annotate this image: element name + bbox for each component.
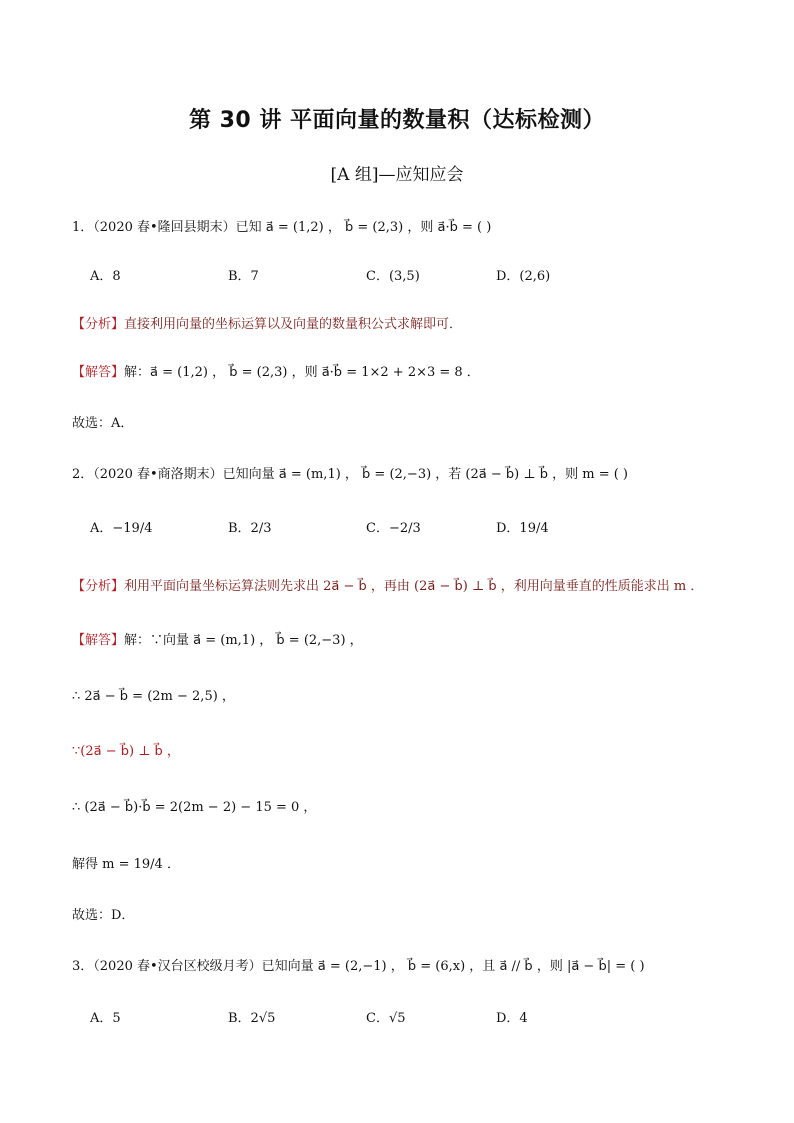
- section-subtitle: [A 组]—应知应会: [330, 165, 464, 185]
- q3-option-b: B．2√5: [228, 1011, 276, 1026]
- q2-answer-line: 解得 m = 19/4 ．: [72, 857, 180, 872]
- q1-analysis: [72, 316, 462, 334]
- q3-option-a: A．5: [90, 1011, 121, 1026]
- q2-option-a: A．−19/4: [90, 521, 153, 536]
- answer-line: 解：∵向量 a⃗ = (m,1) ， b⃗ = (2,−3) ，: [124, 633, 363, 648]
- q2-answer-line: ∵(2a⃗ − b⃗) ⊥ b⃗ ，: [72, 744, 180, 759]
- q2-answer-line: ∴ (2a⃗ − b⃗)·b⃗ = 2(2m − 2) − 15 = 0 ，: [72, 800, 317, 815]
- answer-text: 解：a⃗ = (1,2) ， b⃗ = (2,3) ，则 a⃗·b⃗ = 1×2 + 2×3 = 8 ．: [124, 365, 480, 380]
- analysis-text: 利用平面向量坐标运算法则先求出 2a⃗ − b⃗ ，再由 (2a⃗ − b⃗) ⊥ b⃗ ，利用向量垂直的性质能求出 m ．: [124, 579, 704, 594]
- answer-tag: 【解答】: [72, 633, 125, 648]
- q2-option-c: C．−2/3: [366, 521, 421, 536]
- analysis-tag: 【分析】: [72, 579, 125, 594]
- q2-answer-line: ∴ 2a⃗ − b⃗ = (2m − 2,5) ，: [72, 689, 235, 704]
- q1-answer: [72, 364, 480, 382]
- q2-stem: 2．（2020 春•商洛期末）已知向量 a⃗ = (m,1) ， b⃗ = (2,−3) ，若 (2a⃗ − b⃗) ⊥ b⃗ ，则 m = ( ): [72, 467, 628, 482]
- analysis-tag: 【分析】: [72, 317, 125, 332]
- q2-choose: 故选：D．: [72, 908, 135, 923]
- q2-option-d: D．19/4: [496, 521, 549, 536]
- q1-option-b: B．7: [228, 269, 259, 284]
- q2-analysis: [72, 578, 703, 596]
- q1-option-d: D．(2,6): [496, 269, 551, 284]
- q1-option-a: A．8: [90, 269, 121, 284]
- q2-answer: [72, 632, 363, 650]
- q3-option-d: D．4: [496, 1011, 528, 1026]
- q1-stem: 1．（2020 春•隆回县期末）已知 a⃗ = (1,2) ， b⃗ = (2,3) ，则 a⃗·b⃗ = ( ): [72, 220, 492, 235]
- q2-option-b: B．2/3: [228, 521, 272, 536]
- q1-choose: 故选：A．: [72, 416, 134, 431]
- q3-option-c: C．√5: [366, 1011, 406, 1026]
- page-title: 第 30 讲 平面向量的数量积（达标检测）: [188, 108, 606, 133]
- analysis-text: 直接利用向量的坐标运算以及向量的数量积公式求解即可．: [124, 317, 463, 332]
- q1-option-c: C．(3,5): [366, 269, 420, 284]
- answer-tag: 【解答】: [72, 365, 125, 380]
- q3-stem: 3．（2020 春•汉台区校级月考）已知向量 a⃗ = (2,−1) ， b⃗ = (6,x) ，且 a⃗ // b⃗ ，则 |a⃗ − b⃗| = ( ): [72, 959, 645, 974]
